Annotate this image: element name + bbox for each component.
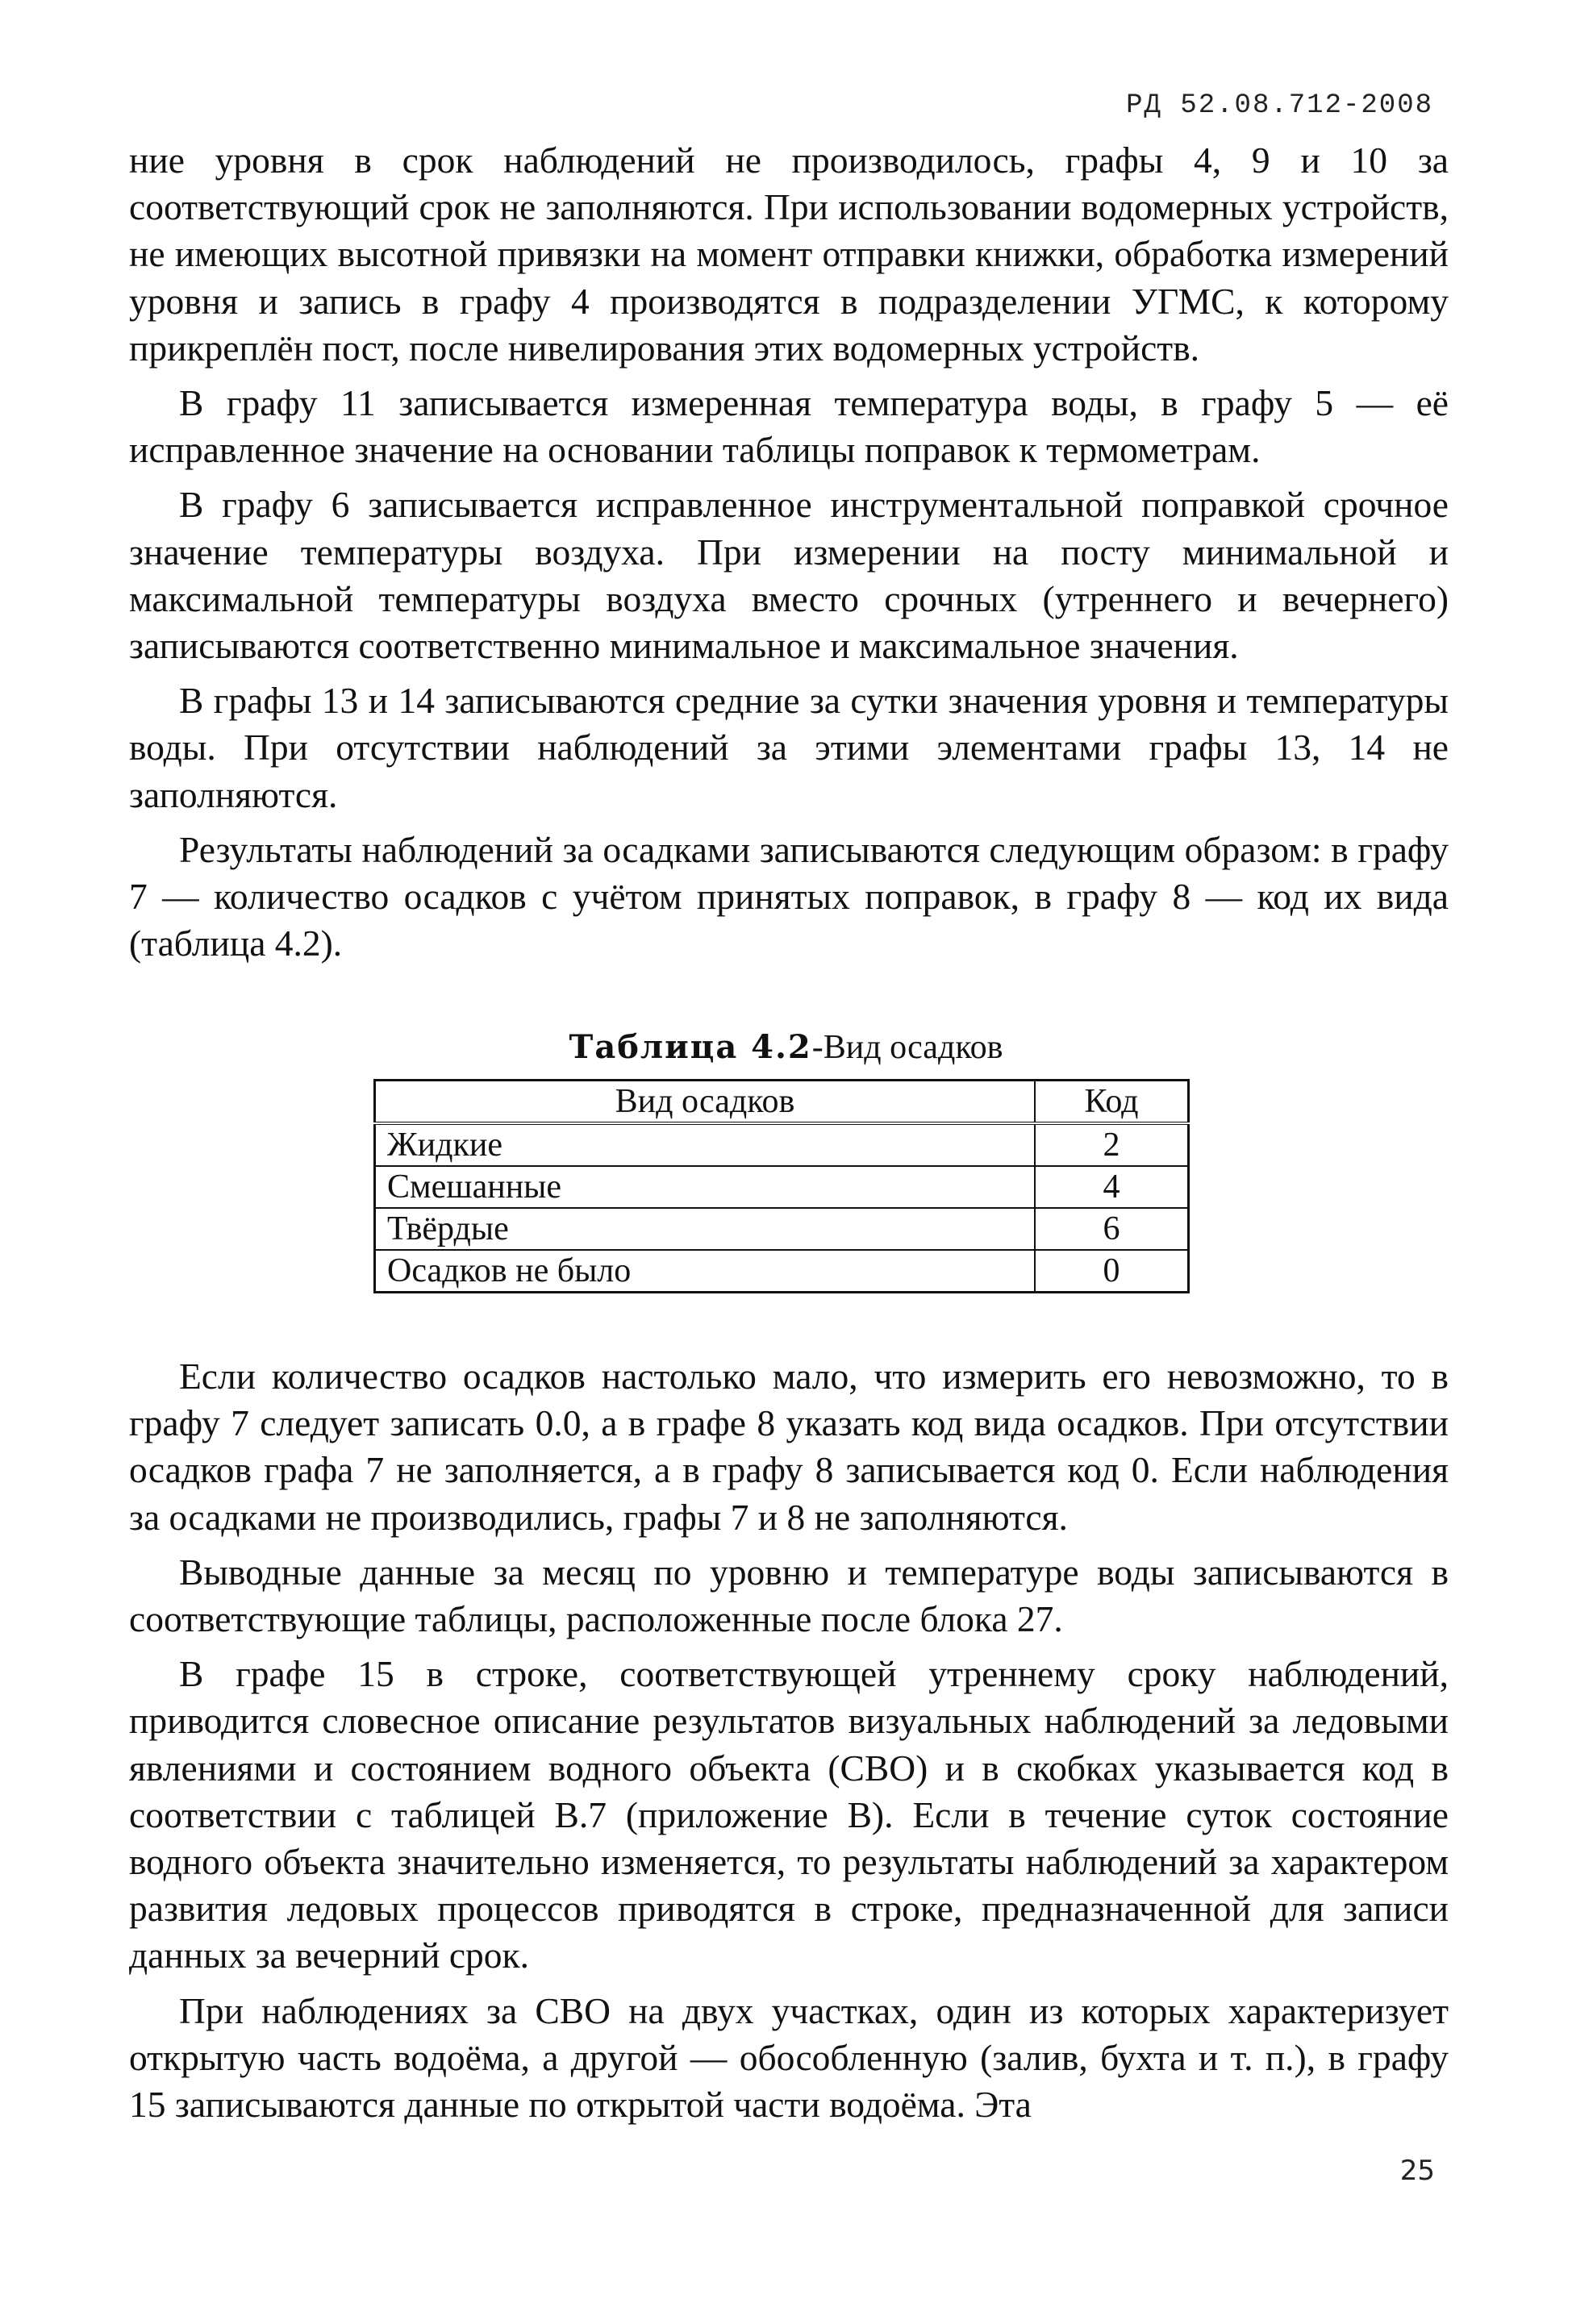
text-block-bottom	[129, 1353, 1449, 2136]
column-header-code: Код	[1035, 1081, 1189, 1124]
precipitation-type-table	[373, 1079, 1190, 1293]
table-title-text: -Вид осадков	[811, 1029, 1003, 1066]
table-title-number: Таблица 4.2	[569, 1028, 812, 1066]
text-block-top	[129, 137, 1449, 975]
cell-type: Жидкие	[375, 1123, 1036, 1166]
paragraph: При наблюдениях за СВО на двух участках, один из которых характеризует открытую часть водоёма, а другой — обособленную (залив, бухта и т. п.), в графу 15 записываются данные по открытой части водоёма. Эта	[129, 1989, 1449, 2126]
cell-code: 4	[1035, 1166, 1189, 1208]
page-number: 25	[1399, 2155, 1435, 2187]
table-row	[375, 1250, 1189, 1293]
cell-code: 0	[1035, 1250, 1189, 1293]
cell-type: Осадков не было	[375, 1250, 1036, 1293]
cell-code: 6	[1035, 1208, 1189, 1250]
paragraph: В графы 13 и 14 записываются средние за сутки значения уровня и температуры воды. При отсутствии наблюдений за этими элементами графы 13, 14 не заполняются.	[129, 680, 1449, 815]
table-header-row	[375, 1081, 1189, 1124]
column-header-type: Вид осадков	[375, 1081, 1036, 1124]
document-code: РД 52.08.712-2008	[1126, 90, 1433, 121]
cell-type: Смешанные	[375, 1166, 1036, 1208]
table-row	[375, 1166, 1189, 1208]
paragraph: В графу 11 записывается измеренная температура воды, в графу 5 — её исправленное значение на основании таблицы поправок к термометрам.	[129, 382, 1449, 471]
table-row	[375, 1208, 1189, 1250]
paragraph: Выводные данные за месяц по уровню и температуре воды записываются в соответствующие таблицы, расположенные после блока 27.	[129, 1551, 1449, 1640]
table-title	[0, 1028, 1572, 1067]
paragraph: ние уровня в срок наблюдений не производилось, графы 4, 9 и 10 за соответствующий срок не заполняются. При использовании водомерных устройств, не имеющих высотной привязки на момент отправки книжки, обработка измерений уровня и запись в графу 4 производятся в подразделении УГМС, к которому прикреплён пост, после нивелирования этих водомерных устройств.	[129, 140, 1449, 369]
paragraph: Результаты наблюдений за осадками записываются следующим образом: в графу 7 — количество осадков с учётом принятых поправок, в графу 8 — код их вида (таблица 4.2).	[129, 828, 1449, 964]
cell-type: Твёрдые	[375, 1208, 1036, 1250]
paragraph: Если количество осадков настолько мало, что измерить его невозможно, то в графу 7 следует записать 0.0, а в графе 8 указать код вида осадков. При отсутствии осадков графа 7 не заполняется, а в графу 8 записывается код 0. Если наблюдения за осадками не производились, графы 7 и 8 не заполняются.	[129, 1356, 1449, 1538]
cell-code: 2	[1035, 1123, 1189, 1166]
paragraph: В графе 15 в строке, соответствующей утреннему сроку наблюдений, приводится словесное описание результатов визуальных наблюдений за ледовыми явлениями и состоянием водного объекта (СВО) и в скобках указывается код в соответствии с таблицей В.7 (приложение В). Если в течение суток состояние водного объекта значительно изменяется, то результаты наблюдений за характером развития ледовых процессов приводятся в строке, предназначенной для записи данных за вечерний срок.	[129, 1653, 1449, 1976]
paragraph: В графу 6 записывается исправленное инструментальной поправкой срочное значение температуры воздуха. При измерении на посту минимальной и максимальной температуры воздуха вместо срочных (утреннего и вечернего) записываются соответственно минимальное и максимальное значения.	[129, 484, 1449, 667]
table-row	[375, 1123, 1189, 1166]
